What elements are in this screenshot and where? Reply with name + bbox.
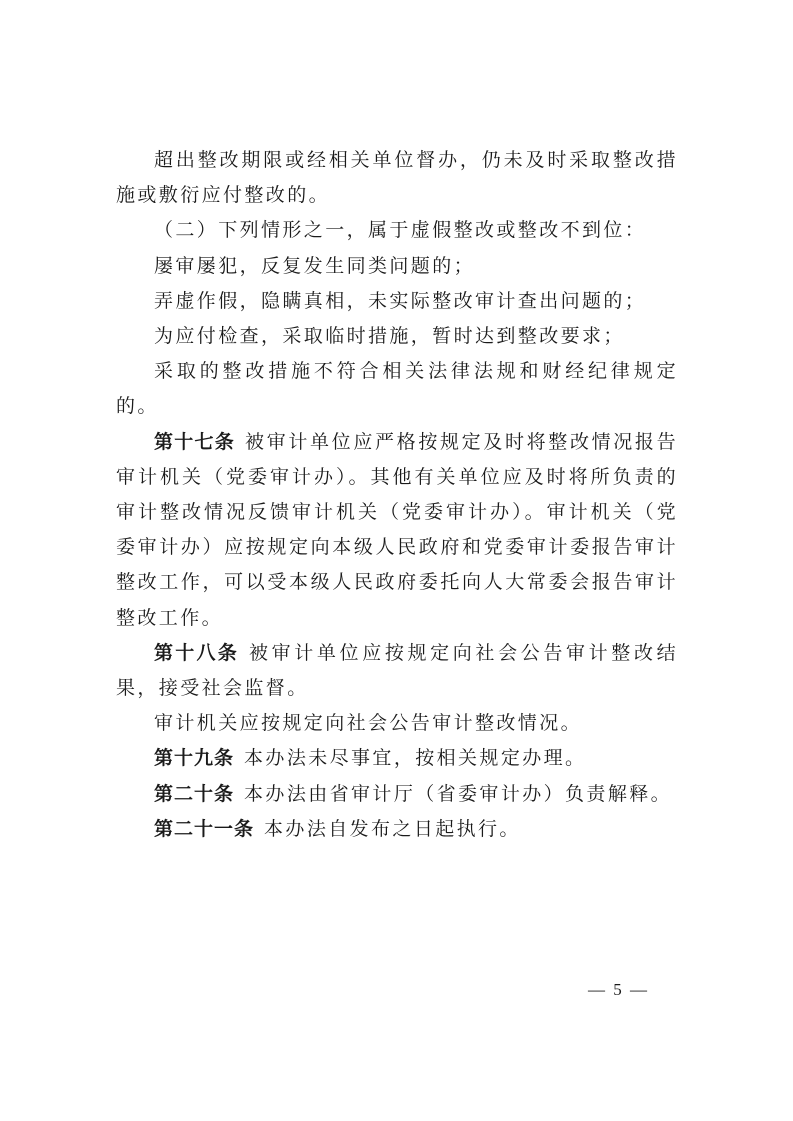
paragraph-text: 本办法自发布之日起执行。 xyxy=(264,817,521,840)
article-number: 第十九条 xyxy=(154,747,235,770)
paragraph xyxy=(116,249,678,284)
paragraph-text: 为应付检查，采取临时措施，暂时达到整改要求； xyxy=(154,325,625,348)
paragraph-text: 本办法未尽事宜，按相关规定办理。 xyxy=(244,747,587,770)
page-number: — 5 — xyxy=(588,980,649,999)
paragraph-text: 采取的整改措施不符合相关法律法规和财经纪律规定的。 xyxy=(116,360,678,418)
paragraph xyxy=(116,319,678,354)
paragraph-text: （二）下列情形之一，属于虚假整改或整改不到位： xyxy=(154,219,647,242)
paragraph-text: 屡审屡犯，反复发生同类问题的； xyxy=(154,254,476,277)
paragraph-text: 超出整改期限或经相关单位督办，仍未及时采取整改措施或敷衍应付整改的。 xyxy=(116,149,678,207)
paragraph-text: 审计机关应按规定向社会公告审计整改情况。 xyxy=(154,712,583,735)
article-18 xyxy=(116,636,678,706)
document-body xyxy=(116,143,678,847)
paragraph-text: 被审计单位应按规定向社会公告审计整改结果，接受社会监督。 xyxy=(116,641,678,700)
paragraph xyxy=(116,354,678,424)
paragraph xyxy=(116,213,678,248)
article-number: 第二十条 xyxy=(154,782,235,805)
article-20 xyxy=(116,777,678,812)
paragraph xyxy=(116,284,678,319)
article-number: 第二十一条 xyxy=(154,817,255,840)
paragraph-text: 本办法由省审计厅（省委审计办）负责解释。 xyxy=(244,782,673,805)
paragraph-text: 弄虚作假，隐瞒真相，未实际整改审计查出问题的； xyxy=(154,289,647,312)
paragraph-text: 被审计单位应严格按规定及时将整改情况报告审计机关（党委审计办）。其他有关单位应及时将所负责的审计整改情况反馈审计机关（党委审计办）。审计机关（党委审计办）应按规定向本级人民政府和党委审计委报告审计整改工作，可以受本级人民政府委托向人大常委会报告审计整改工作。 xyxy=(116,430,678,629)
article-number: 第十八条 xyxy=(154,641,239,664)
paragraph xyxy=(116,706,678,741)
paragraph xyxy=(116,143,678,213)
article-17 xyxy=(116,425,678,636)
article-19 xyxy=(116,741,678,776)
article-number: 第十七条 xyxy=(154,430,236,453)
article-21 xyxy=(116,812,678,847)
